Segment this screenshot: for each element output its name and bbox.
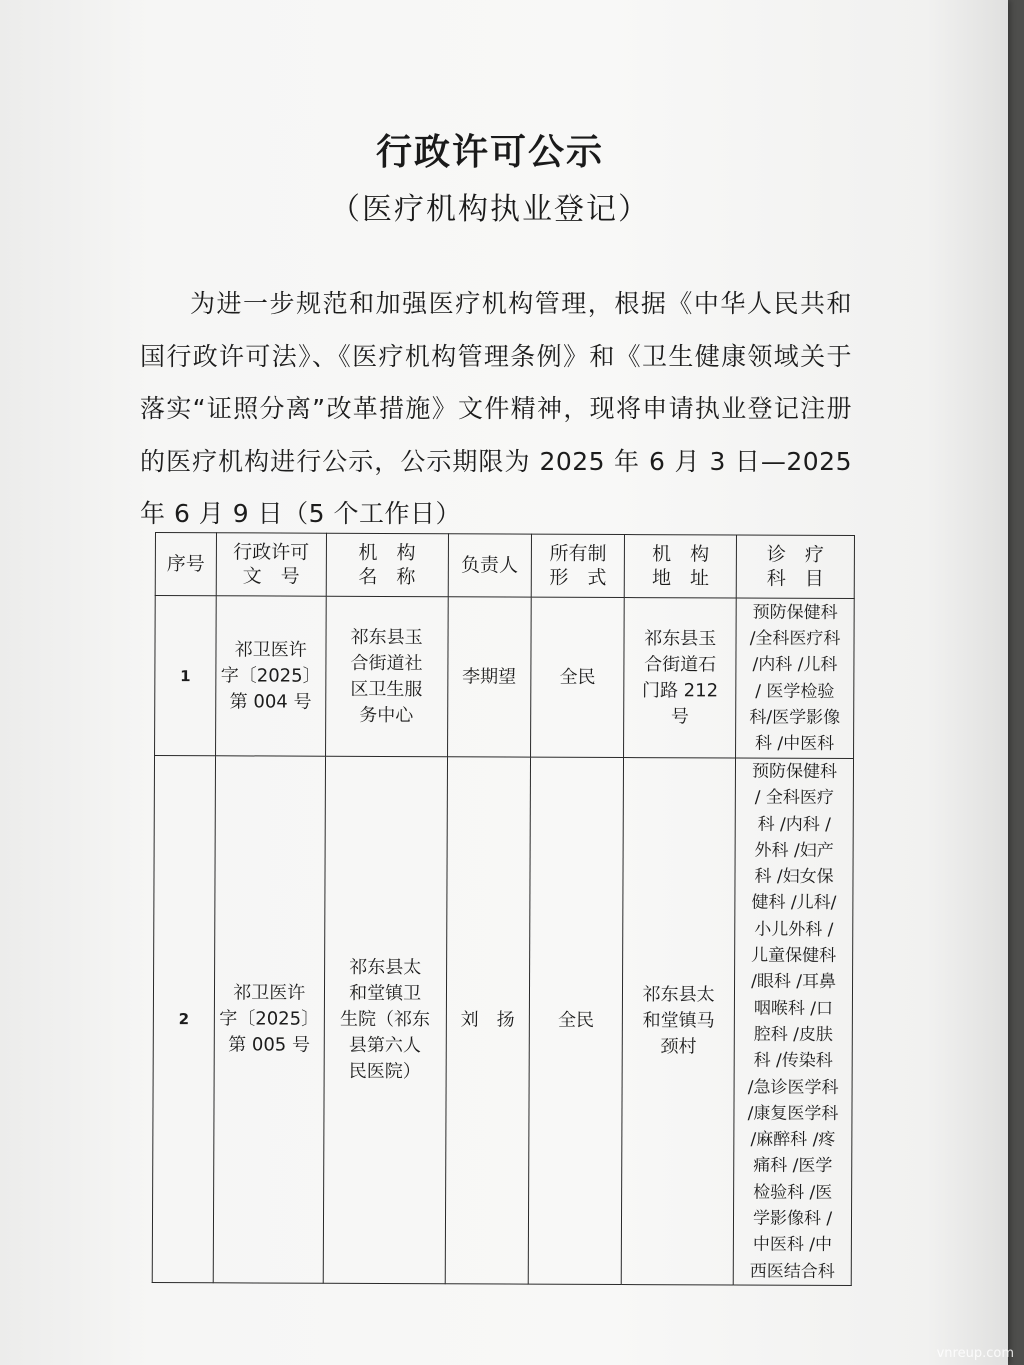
header-ownership-form: 所有制 形 式: [531, 534, 625, 597]
row-person-in-charge: 刘 扬: [445, 757, 531, 1284]
site-watermark: vnreup.com: [936, 1346, 1014, 1361]
row-institution-address: 祁东县太 和堂镇马 颈村: [622, 758, 736, 1285]
header-medical-departments: 诊 疗 科 目: [736, 535, 854, 599]
row-permit-document-number: 祁卫医许 字〔2025〕 第 005 号: [213, 756, 325, 1283]
table-header-row: [155, 533, 854, 599]
row-permit-document-number: 祁卫医许 字〔2025〕 第 004 号: [215, 596, 325, 756]
row-medical-departments: 预防保健科 / 全科医疗 科 /内科 / 外科 /妇产 科 /妇女保 健科 /儿科/ 小儿外科 / 儿童保健科 /眼科 /耳鼻 咽喉科 /口 腔科 /皮肤 科 /传染科 /急诊医学科 /康复医学科 /麻醉科 /疼 痛科 /医学 检验科 /医 学影像科 / 中医科 /中 西医结合科: [733, 758, 853, 1285]
row-institution-name: 祁东县太 和堂镇卫 生院（祁东 县第六人 民医院）: [323, 756, 447, 1283]
header-institution-address: 机 构 地 址: [625, 535, 737, 598]
row-ownership-form: 全民: [530, 597, 624, 757]
notice-title: 行政许可公示: [375, 132, 604, 173]
notice-subtitle: （医疗机构执业登记）: [330, 192, 650, 227]
row-serial-number: 2: [152, 756, 215, 1283]
notice-body: 为进一步规范和加强医疗机构管理，根据《中华人民共和国行政许可法》、《医疗机构管理条例》和《卫生健康领域关于落实“证照分离”改革措施》文件精神，现将申请执业登记注册的医疗机构进行公示，公示期限为 2025 年 6 月 3 日—2025 年 6 月 9 日（5 个工作日）: [140, 289, 852, 528]
row-institution-address: 祁东县玉 合街道石 门路 212 号: [624, 598, 736, 758]
header-person-in-charge: 负责人: [448, 534, 532, 597]
table-row: [152, 756, 853, 1286]
row-ownership-form: 全民: [528, 757, 624, 1284]
header-permit-document-number: 行政许可 文 号: [216, 533, 326, 596]
row-person-in-charge: 李期望: [447, 597, 531, 757]
table-row: [155, 596, 855, 759]
permit-table: [152, 532, 855, 1286]
row-medical-departments: 预防保健科 /全科医疗科 /内科 /儿科 / 医学检验 科/医学影像 科 /中医科: [736, 598, 855, 759]
row-institution-name: 祁东县玉 合街道社 区卫生服 务中心: [325, 596, 448, 757]
header-serial-number: 序号: [155, 533, 216, 596]
header-institution-name: 机 构 名 称: [326, 533, 448, 597]
row-serial-number: 1: [155, 596, 217, 756]
